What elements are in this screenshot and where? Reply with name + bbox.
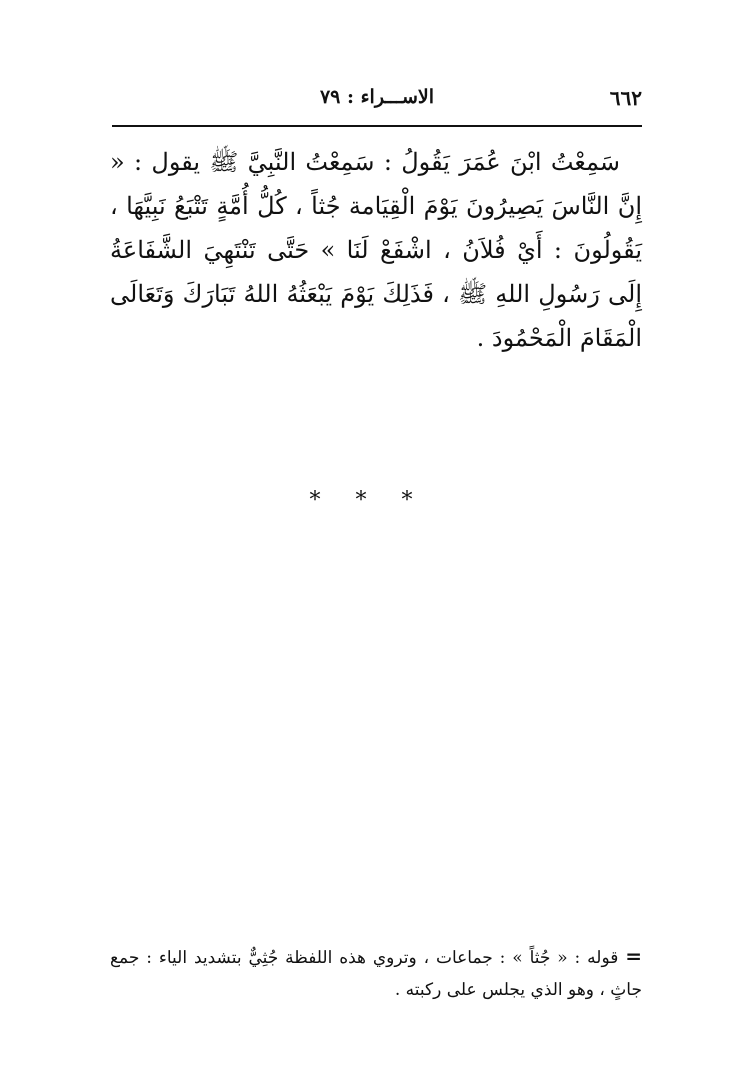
- footnote-continuation-marker: =: [625, 944, 643, 968]
- page-header: [112, 86, 642, 116]
- footnote-paragraph: [110, 940, 642, 1006]
- page-number: ٦٦٢: [609, 86, 642, 110]
- footnote: [110, 940, 642, 1006]
- main-text: [110, 140, 642, 360]
- section-separator: * * *: [309, 488, 427, 513]
- running-title: الاســـراء : ٧٩: [319, 86, 435, 108]
- hadith-paragraph: سَمِعْتُ ابْنَ عُمَرَ يَقُولُ : سَمِعْتُ النَّبِيَّ ﷺ يقول : « إِنَّ النَّاسَ يَصِيرُونَ يَوْمَ الْقِيَامة جُثاً ، كُلُّ أُمَّةٍ تَتْبَعُ نَبِيَّهَا ، يَقُولُونَ : أَيْ فُلاَنُ ، اشْفَعْ لَنَا » حَتَّى تَنْتَهِيَ الشَّفَاعَةُ إِلَى رَسُولِ اللهِ ﷺ ، فَذَلِكَ يَوْمَ يَبْعَثُهُ اللهُ تَبَارَكَ وَتَعَالَى الْمَقَامَ الْمَحْمُودَ .: [110, 148, 642, 352]
- header-rule: [112, 125, 642, 127]
- footnote-text: قوله : « جُثاً » : جماعات ، وتروي هذه اللفظة جُثِيٌّ بتشديد الياء : جمع جاثٍ ، وهو الذي يجلس على ركبته .: [110, 948, 642, 1000]
